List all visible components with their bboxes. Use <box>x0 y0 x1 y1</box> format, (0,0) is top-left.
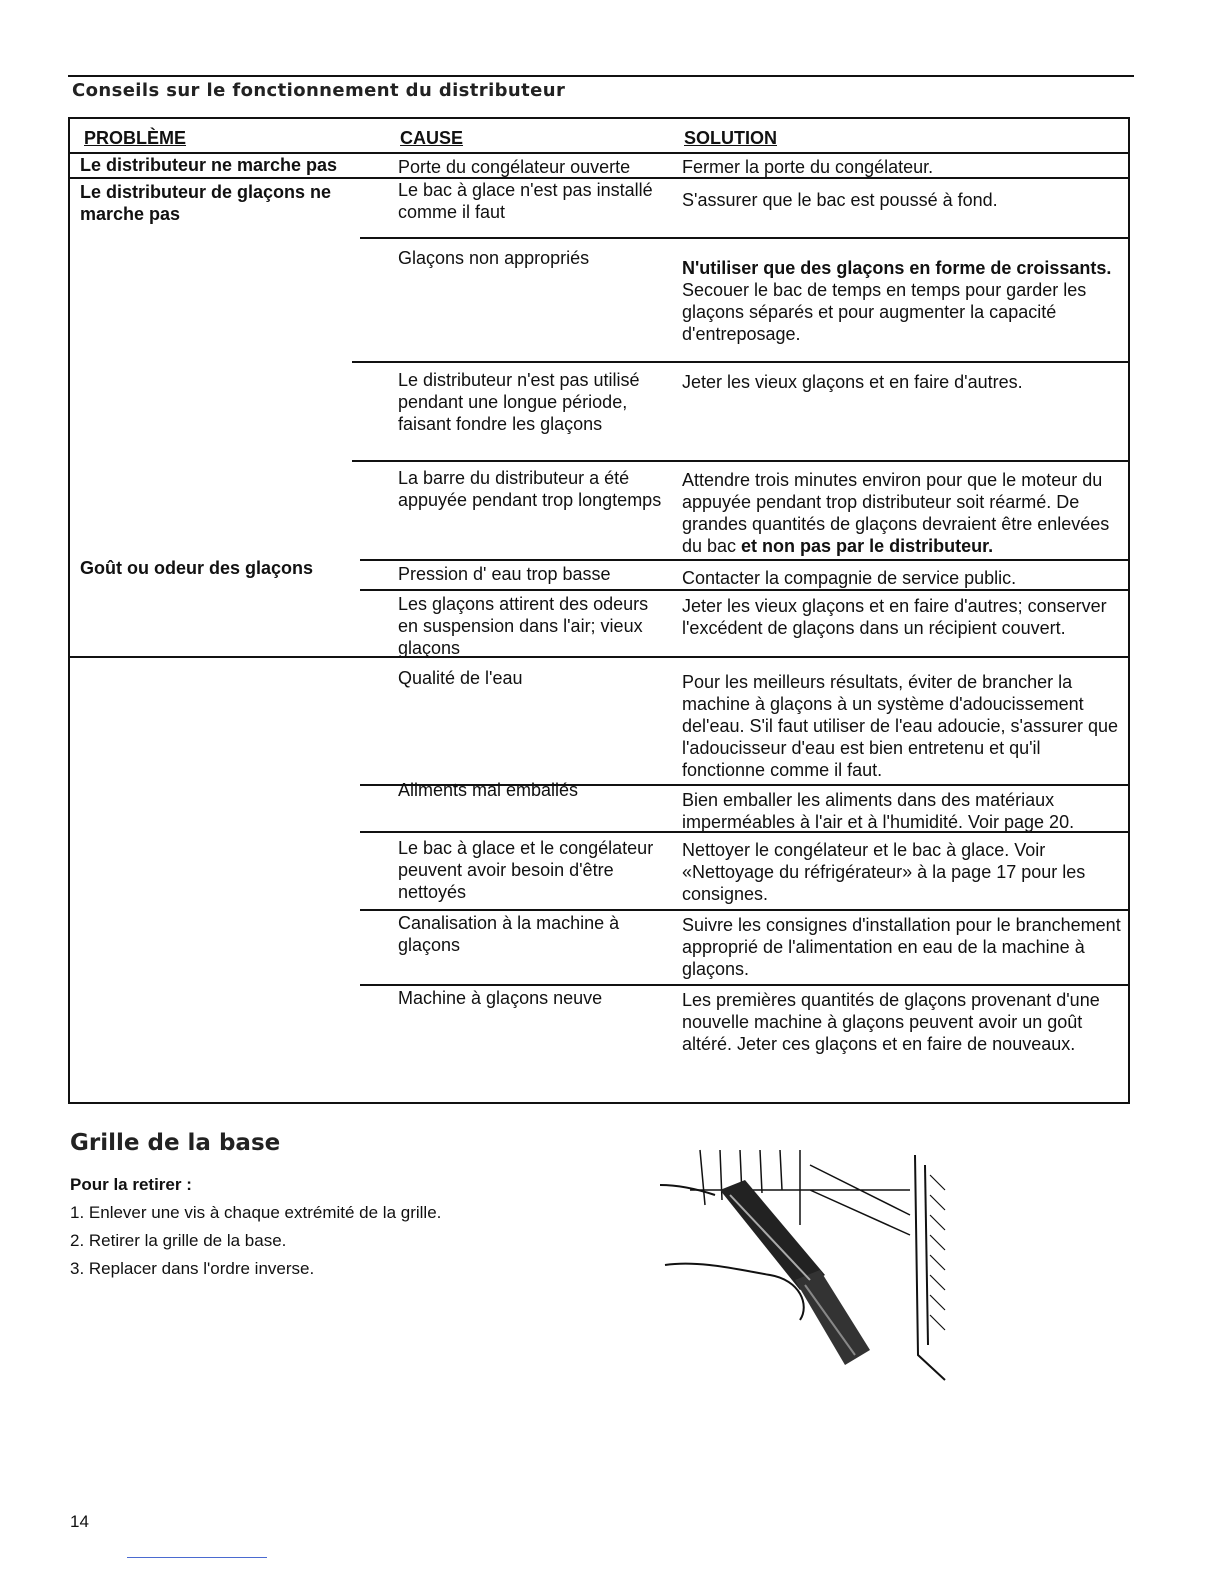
solution-cell: Suivre les consignes d'installation pour le branchement approprié de l'alimentation en eau de la machine à glaçons. <box>682 915 1121 979</box>
row-divider <box>360 237 1130 239</box>
list-item: 1. Enlever une vis à chaque extrémité de la grille. <box>70 1203 442 1222</box>
footer-rule <box>127 1557 267 1558</box>
solution-cell: Contacter la compagnie de service public. <box>682 568 1017 588</box>
cause-cell: Les glaçons attirent des odeurs en suspension dans l'air; vieux glaçons <box>398 594 649 658</box>
solution-cell: Jeter les vieux glaçons et en faire d'autres; conserver l'excédent de glaçons dans un récipient couvert. <box>682 596 1107 638</box>
cause-cell: Pression d' eau trop basse <box>398 564 611 584</box>
remove-label: Pour la retirer : <box>70 1175 192 1194</box>
solution-cell: Les premières quantités de glaçons provenant d'une nouvelle machine à glaçons peuvent avoir un goût altéré. Jeter ces glaçons et en faire de nouveaux. <box>682 990 1100 1054</box>
top-rule <box>68 75 1134 77</box>
solution-cell: S'assurer que le bac est poussé à fond. <box>682 190 998 210</box>
header-probleme: PROBLÈME <box>84 128 187 148</box>
cause-cell: Machine à glaçons neuve <box>398 988 603 1008</box>
solution-cell: Bien emballer les aliments dans des matériaux imperméables à l'air et à l'humidité. Voir page 20. <box>682 790 1075 832</box>
wall-hatching <box>930 1175 945 1330</box>
table-header-row <box>70 119 1128 154</box>
list-item: 2. Retirer la grille de la base. <box>70 1231 287 1250</box>
cause-cell: Canalisation à la machine à glaçons <box>398 913 620 955</box>
row-divider <box>352 361 1130 363</box>
hand-bottom-line <box>665 1264 804 1320</box>
header-solution: SOLUTION <box>684 128 777 148</box>
troubleshooting-table <box>68 117 1130 1104</box>
problem-cell: Le distributeur ne marche pas <box>80 155 338 175</box>
solution-text: Secouer le bac de temps en temps pour garder les glaçons séparés et pour augmenter la capacité d'entreposage. <box>682 280 1087 344</box>
problem-cell: Goût ou odeur des glaçons <box>80 558 314 578</box>
cause-cell: Aliments mal emballés <box>398 780 579 800</box>
solution-emphasis: N'utiliser que des glaçons en forme de croissants. <box>682 258 1112 278</box>
cause-cell: Glaçons non appropriés <box>398 248 590 268</box>
problem-cell: Le distributeur de glaçons ne marche pas <box>80 182 332 224</box>
steps-list <box>70 1199 441 1283</box>
section-title: Conseils sur le fonctionnement du distributeur <box>72 80 566 101</box>
grille-title: Grille de la base <box>70 1130 281 1156</box>
solution-cell: Jeter les vieux glaçons et en faire d'autres. <box>682 372 1023 392</box>
cause-cell: Le bac à glace et le congélateur peuvent avoir besoin d'être nettoyés <box>398 838 654 902</box>
row-divider <box>360 909 1130 911</box>
solution-text: Attendre trois minutes environ pour que le moteur du appuyée pendant trop distributeur soit réarmé. De grandes quantités de glaçons devraient être enlevées du bac <box>682 470 1110 556</box>
row-divider <box>352 460 1130 462</box>
solution-cell <box>682 257 1122 345</box>
row-divider <box>360 589 1130 591</box>
solution-emphasis: et non pas par le distributeur. <box>741 536 994 556</box>
solution-cell: Nettoyer le congélateur et le bac à glace. Voir «Nettoyage du réfrigérateur» à la page 17 pour les consignes. <box>682 840 1086 904</box>
cause-cell: Porte du congélateur ouverte <box>398 157 631 177</box>
grille-part <box>720 1180 870 1365</box>
row-divider <box>360 559 1130 561</box>
page-number: 14 <box>70 1512 89 1531</box>
row-divider <box>360 984 1130 986</box>
solution-cell <box>682 469 1122 557</box>
solution-cell: Fermer la porte du congélateur. <box>682 157 934 177</box>
cabinet-side-inner <box>925 1165 928 1345</box>
cause-cell: Le distributeur n'est pas utilisé pendant une longue période, faisant fondre les glaçons <box>398 370 640 434</box>
grille-removal-illustration <box>660 1145 960 1385</box>
cause-cell: Le bac à glace n'est pas installé comme il faut <box>398 180 653 222</box>
header-cause: CAUSE <box>400 128 464 148</box>
list-item: 3. Replacer dans l'ordre inverse. <box>70 1259 315 1278</box>
cause-cell: La barre du distributeur a été appuyée pendant trop longtemps <box>398 468 662 510</box>
cause-cell: Qualité de l'eau <box>398 668 523 688</box>
solution-cell: Pour les meilleurs résultats, éviter de brancher la machine à glaçons à un système d'adoucissement del'eau. S'il faut utiliser de l'eau adoucie, s'assurer que l'adoucisseur d'eau est bien entretenu et qu'il fonctionne comme il faut. <box>682 672 1119 780</box>
cabinet-side-line <box>915 1155 945 1380</box>
